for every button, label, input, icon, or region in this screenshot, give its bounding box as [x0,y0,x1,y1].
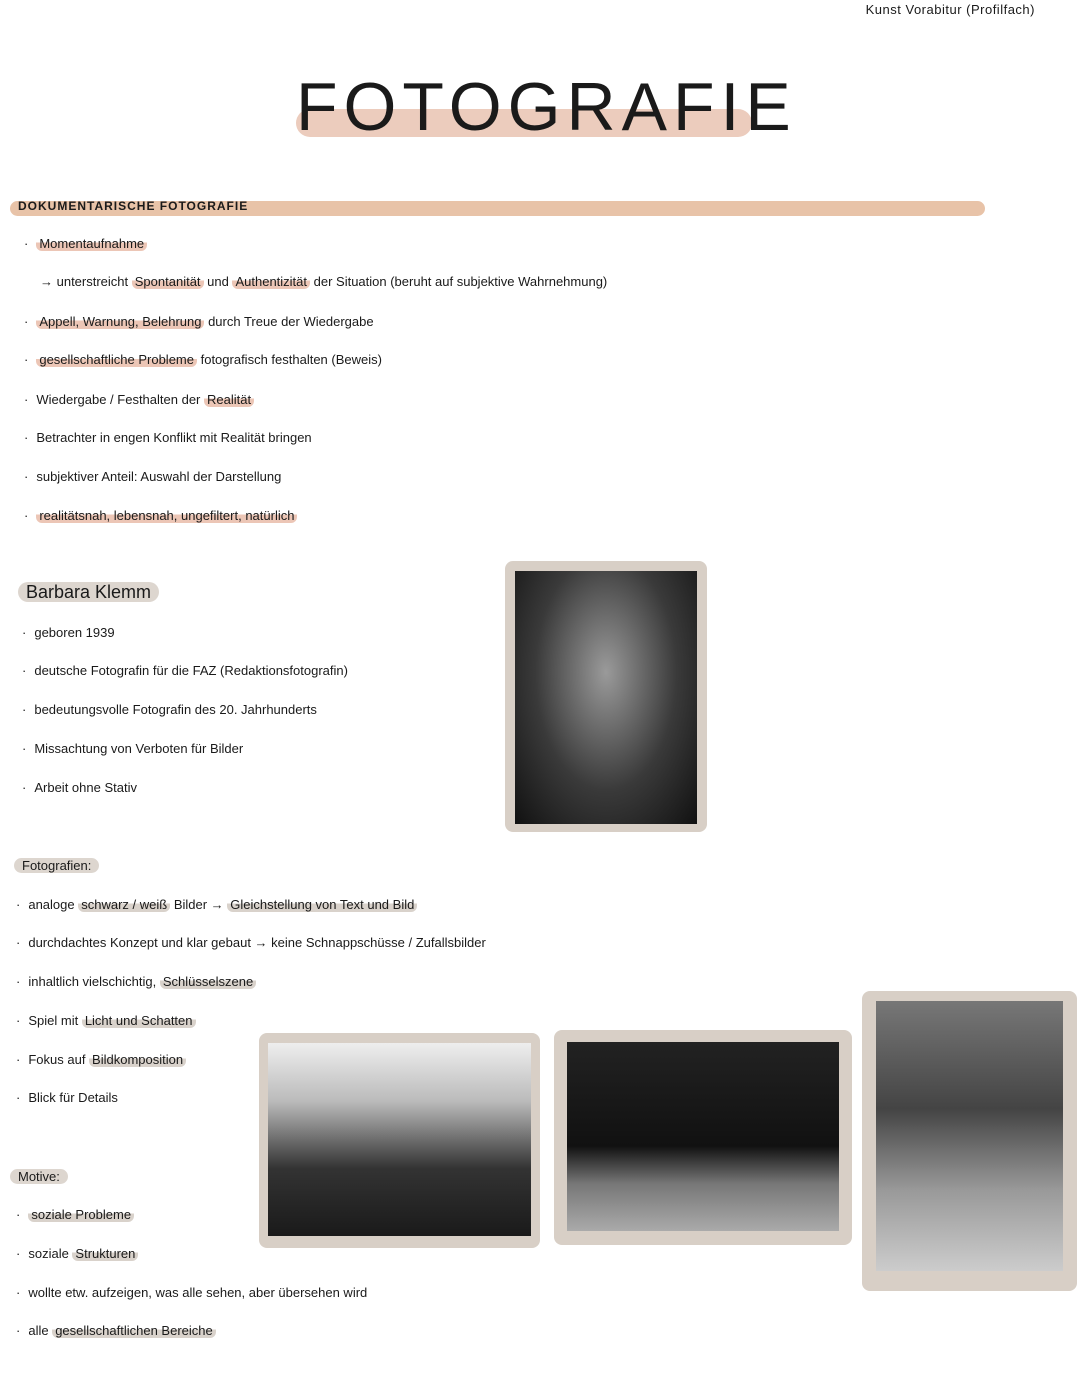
text: Blick für Details [28,1090,118,1105]
list-item [24,469,281,484]
bullet-icon: · [22,663,27,678]
photo-frame-3 [862,991,1077,1291]
bullet-icon: · [22,702,27,717]
text: Arbeit ohne Stativ [34,780,137,795]
list-item [22,625,115,640]
photo-ceremony [567,1042,839,1231]
text: Betrachter in engen Konflikt mit Realität bringen [36,430,312,445]
artist-name-row [18,582,159,603]
portrait-photo [515,571,697,824]
text: und [203,274,233,289]
highlighted-text: Authentizität [232,274,310,289]
bullet-icon: · [24,392,29,407]
bullet-icon: · [16,1013,21,1028]
list-item [22,702,317,717]
list-item [16,1285,367,1300]
text: deutsche Fotografin für die FAZ (Redaktionsfotografin) [34,663,348,678]
bullet-icon: · [16,1285,21,1300]
list-item [22,780,137,795]
photos-heading-row [14,858,99,873]
list-item [22,741,243,756]
list-item [16,897,417,912]
list-item [16,1090,118,1105]
course-label: Kunst Vorabitur (Profilfach) [865,2,1035,17]
bullet-icon: · [16,974,21,989]
text: bedeutungsvolle Fotografin des 20. Jahrhunderts [34,702,317,717]
text: fotografisch festhalten (Beweis) [196,352,382,367]
bullet-icon: · [24,469,29,484]
bullet-icon: · [22,625,27,640]
bullet-icon: · [16,935,21,950]
highlighted-text: Bildkomposition [89,1052,186,1067]
section-title: DOKUMENTARISCHE FOTOGRAFIE [18,199,249,213]
bullet-icon: · [24,314,29,329]
bullet-icon: · [16,1052,21,1067]
text: wollte etw. aufzeigen, was alle sehen, aber übersehen wird [28,1285,368,1300]
highlighted-text: Realität [204,392,254,407]
bullet-icon: · [24,236,29,251]
bullet-icon: · [16,897,21,912]
bullet-icon: · [22,741,27,756]
list-item [16,1207,134,1222]
list-item [16,935,486,950]
bullet-icon: · [22,780,27,795]
text: inhaltlich vielschichtig, [28,974,160,989]
highlighted-text: Spontanität [132,274,204,289]
text: subjektiver Anteil: Auswahl der Darstellung [36,469,282,484]
photo-street [876,1001,1063,1271]
motive-heading: Motive: [10,1169,68,1184]
page-title: FOTOGRAFIE [296,69,797,145]
bullet-icon: · [24,352,29,367]
photo-meeting [268,1043,531,1236]
photos-heading: Fotografien: [14,858,99,873]
text: analoge [28,897,79,912]
text: durchdachtes Konzept und klar gebaut → keine Schnappschüsse / Zufallsbilder [28,935,486,950]
text: soziale [28,1246,73,1261]
highlighted-text: soziale Probleme [28,1207,134,1222]
photo-frame-1 [259,1033,540,1248]
highlighted-text: Licht und Schatten [82,1013,196,1028]
list-item [16,1246,138,1261]
text: → unterstreicht [40,274,132,289]
list-item [24,430,312,445]
bullet-icon: · [16,1207,21,1222]
list-item [24,236,147,251]
text: Wiedergabe / Festhalten der [36,392,204,407]
list-item [16,974,256,989]
text: geboren 1939 [34,625,115,640]
highlighted-text: realitätsnah, lebensnah, ungefiltert, natürlich [36,508,297,523]
text: alle [28,1323,53,1338]
highlighted-text: Strukturen [72,1246,138,1261]
photo-frame-2 [554,1030,852,1245]
list-item [24,352,382,367]
text: durch Treue der Wiedergabe [204,314,374,329]
list-item [16,1323,216,1338]
highlighted-text: schwarz / weiß [78,897,170,912]
artist-name: Barbara Klemm [18,582,159,602]
highlighted-text: Schlüsselszene [160,974,256,989]
text: Spiel mit [28,1013,82,1028]
text: Bilder → [170,897,228,912]
bullet-icon: · [16,1323,21,1338]
bullet-icon: · [24,508,29,523]
highlighted-text: Appell, Warnung, Belehrung [36,314,204,329]
highlighted-text: Gleichstellung von Text und Bild [227,897,417,912]
highlighted-text: gesellschaftlichen Bereiche [52,1323,216,1338]
text: Missachtung von Verboten für Bilder [34,741,244,756]
highlighted-text: gesellschaftliche Probleme [36,352,197,367]
list-item [24,508,297,523]
text: Fokus auf [28,1052,90,1067]
bullet-icon: · [16,1090,21,1105]
portrait-frame [505,561,707,832]
highlighted-text: Momentaufnahme [36,236,147,251]
bullet-icon: · [16,1246,21,1261]
text: der Situation (beruht auf subjektive Wahrnehmung) [310,274,608,289]
list-item [24,392,254,407]
list-item [22,663,348,678]
list-item [40,274,607,289]
bullet-icon: · [24,430,29,445]
list-item [24,314,374,329]
list-item [16,1013,196,1028]
list-item [16,1052,186,1067]
motive-heading-row [10,1169,68,1184]
